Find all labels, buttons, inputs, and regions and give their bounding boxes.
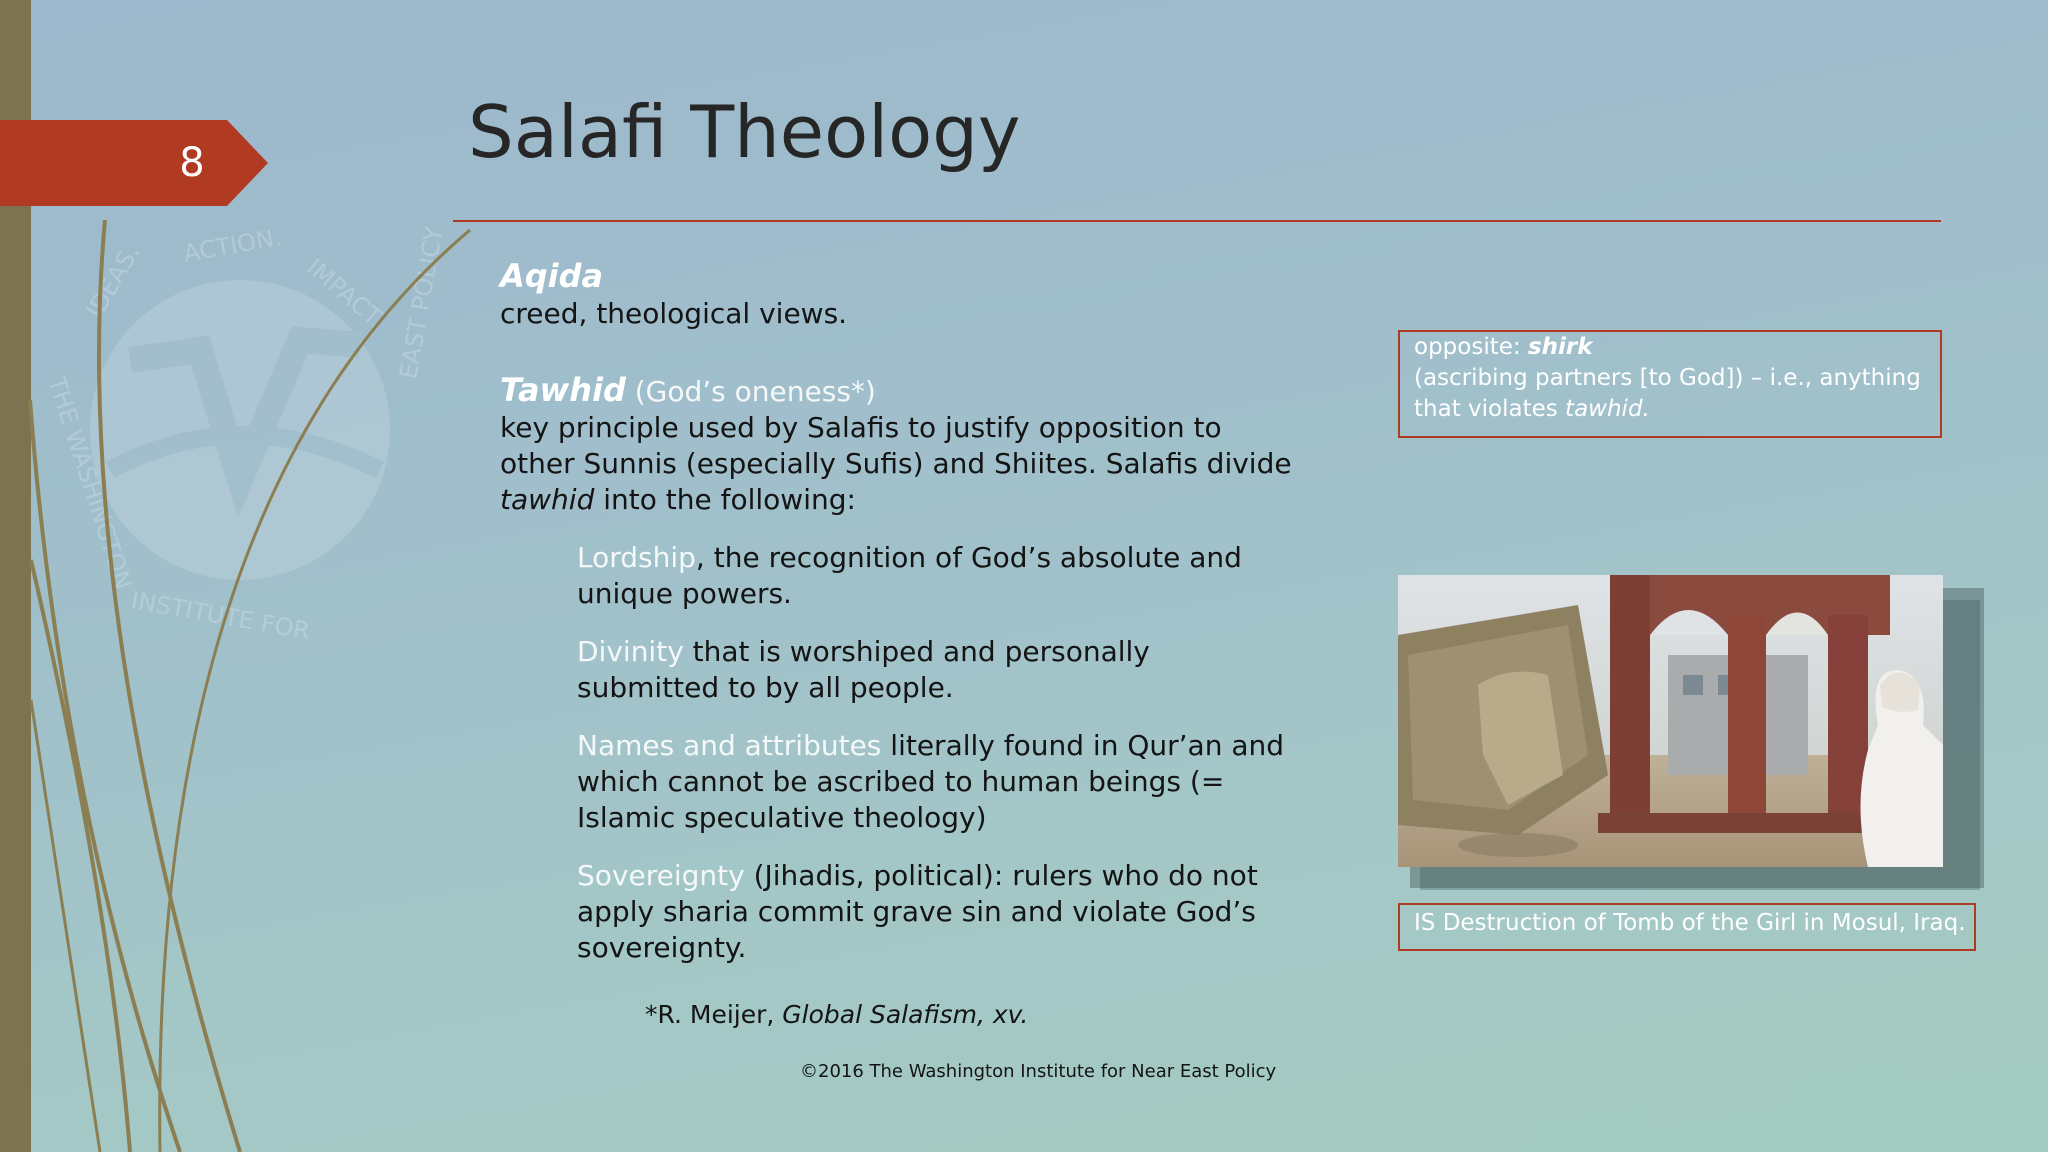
aqida-term: Aqida [500, 257, 604, 295]
svg-text:THE WASHINGTON: THE WASHINGTON [42, 373, 138, 593]
category-names-attributes [577, 728, 1297, 836]
shirk-callout [1398, 330, 1942, 438]
svg-text:ACTION.: ACTION. [181, 223, 284, 268]
copyright-notice: ©2016 The Washington Institute for Near East Policy [800, 1061, 1277, 1082]
tawhid-section [500, 372, 1300, 518]
category-label: Divinity [577, 635, 684, 668]
category-label: Lordship [577, 541, 696, 574]
category-label: Names and attributes [577, 729, 882, 762]
tawhid-description-end: into the following: [594, 483, 856, 516]
citation-title: Global Salafism, xv. [782, 1000, 1029, 1029]
aqida-section [500, 258, 1300, 332]
category-text: literally found in Qur’an and which cannot be ascribed to human beings (= Islamic speculative theology) [577, 729, 1285, 834]
shirk-prefix: opposite: [1414, 334, 1528, 360]
category-sovereignty [577, 858, 1297, 966]
tawhid-term: Tawhid [500, 371, 626, 409]
slide-title: Salafi Theology [468, 90, 1021, 174]
svg-text:EAST POLICY: EAST POLICY [394, 224, 449, 382]
slide-number: 8 [179, 140, 205, 186]
shirk-term: shirk [1527, 334, 1593, 360]
citation-author: *R. Meijer, [645, 1000, 783, 1029]
tawhid-description-italic: tawhid [500, 483, 595, 516]
tawhid-description: key principle used by Salafis to justify opposition to other Sunnis (especially Sufis) and Shiites. Salafis divide [500, 411, 1292, 480]
slide-body [500, 258, 1300, 966]
category-lordship [577, 540, 1297, 612]
tomb-destruction-photo [1398, 575, 1943, 867]
photo-caption: IS Destruction of Tomb of the Girl in Mosul, Iraq. [1398, 903, 1976, 951]
svg-text:INSTITUTE FOR: INSTITUTE FOR [128, 586, 313, 646]
title-divider [453, 220, 1941, 222]
category-text: that is worshiped and personally submitted to by all people. [577, 635, 1150, 704]
category-label: Sovereignty [577, 859, 745, 892]
shirk-definition: (ascribing partners [to God]) – i.e., anything that violates [1414, 365, 1921, 422]
shirk-tawhid-term: tawhid. [1565, 396, 1650, 422]
category-text: (Jihadis, political): rulers who do not apply sharia commit grave sin and violate God’s sovereignty. [577, 859, 1258, 964]
svg-text:IMPACT.: IMPACT. [301, 253, 391, 335]
tawhid-gloss: (God’s oneness*) [634, 375, 876, 408]
svg-text:IDEAS.: IDEAS. [80, 239, 146, 323]
citation [645, 1000, 1028, 1029]
tawhid-categories [577, 540, 1297, 966]
aqida-definition: creed, theological views. [500, 297, 848, 330]
category-text: , the recognition of God’s absolute and unique powers. [577, 541, 1242, 610]
category-divinity [577, 634, 1297, 706]
